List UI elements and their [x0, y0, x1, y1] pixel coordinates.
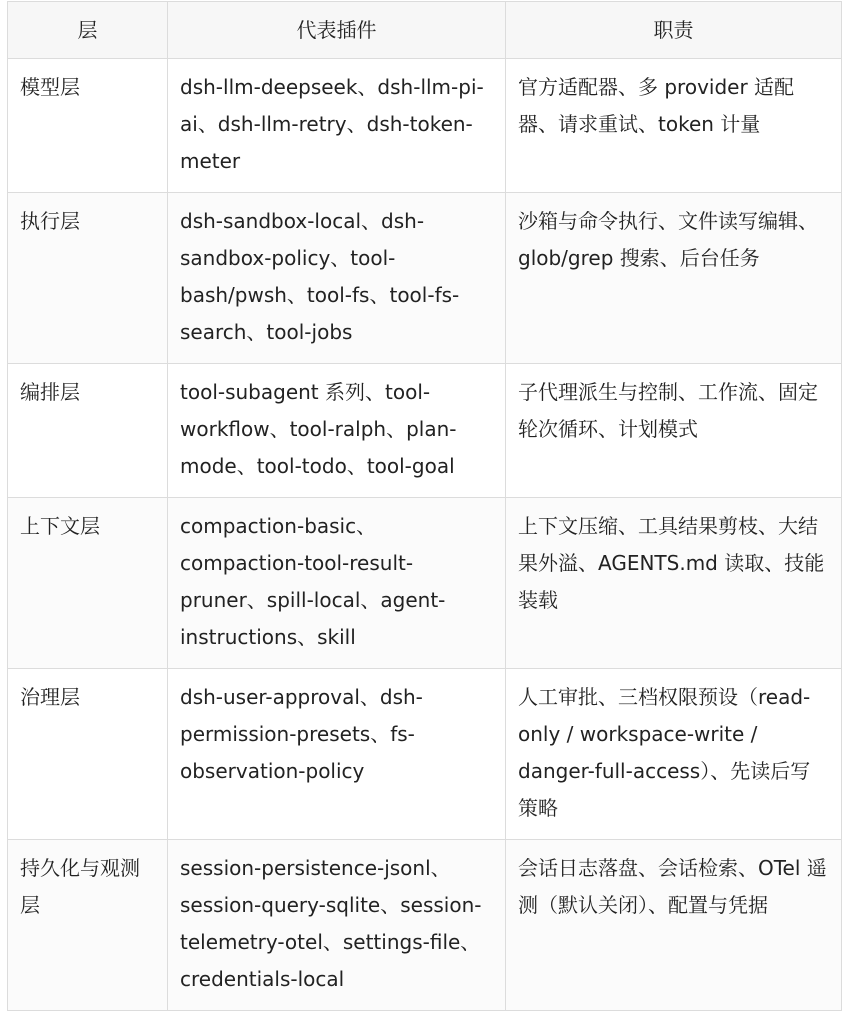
cell-duty: 子代理派生与控制、工作流、固定轮次循环、计划模式: [506, 364, 842, 498]
cell-layer: 治理层: [8, 669, 168, 840]
cell-plugins: compaction-basic、compaction-tool-result-pruner、spill-local、agent-instructions、skill: [168, 498, 506, 669]
table-row: [8, 669, 842, 840]
cell-plugins: tool-subagent 系列、tool-workflow、tool-ralph、plan-mode、tool-todo、tool-goal: [168, 364, 506, 498]
cell-layer: 上下文层: [8, 498, 168, 669]
table-header: [8, 2, 842, 59]
cell-duty: 官方适配器、多 provider 适配器、请求重试、token 计量: [506, 59, 842, 193]
cell-plugins: session-persistence-jsonl、session-query-sqlite、session-telemetry-otel、settings-file、credentials-local: [168, 840, 506, 1011]
table-row: [8, 59, 842, 193]
cell-duty: 人工审批、三档权限预设（read-only / workspace-write / danger-full-access）、先读后写策略: [506, 669, 842, 840]
header-plugins: 代表插件: [168, 2, 506, 59]
table-row: [8, 364, 842, 498]
cell-plugins: dsh-user-approval、dsh-permission-presets、fs-observation-policy: [168, 669, 506, 840]
table-row: [8, 498, 842, 669]
cell-layer: 执行层: [8, 193, 168, 364]
cell-duty: 会话日志落盘、会话检索、OTel 遥测（默认关闭）、配置与凭据: [506, 840, 842, 1011]
cell-layer: 模型层: [8, 59, 168, 193]
header-layer: 层: [8, 2, 168, 59]
cell-plugins: dsh-sandbox-local、dsh-sandbox-policy、tool-bash/pwsh、tool-fs、tool-fs-search、tool-jobs: [168, 193, 506, 364]
plugin-layers-table: [7, 1, 842, 1011]
header-duty: 职责: [506, 2, 842, 59]
header-row: [8, 2, 842, 59]
table-row: [8, 193, 842, 364]
table-body: [8, 59, 842, 1011]
cell-layer: 编排层: [8, 364, 168, 498]
table-row: [8, 840, 842, 1011]
cell-layer: 持久化与观测层: [8, 840, 168, 1011]
cell-duty: 上下文压缩、工具结果剪枝、大结果外溢、AGENTS.md 读取、技能装载: [506, 498, 842, 669]
cell-plugins: dsh-llm-deepseek、dsh-llm-pi-ai、dsh-llm-retry、dsh-token-meter: [168, 59, 506, 193]
cell-duty: 沙箱与命令执行、文件读写编辑、glob/grep 搜索、后台任务: [506, 193, 842, 364]
